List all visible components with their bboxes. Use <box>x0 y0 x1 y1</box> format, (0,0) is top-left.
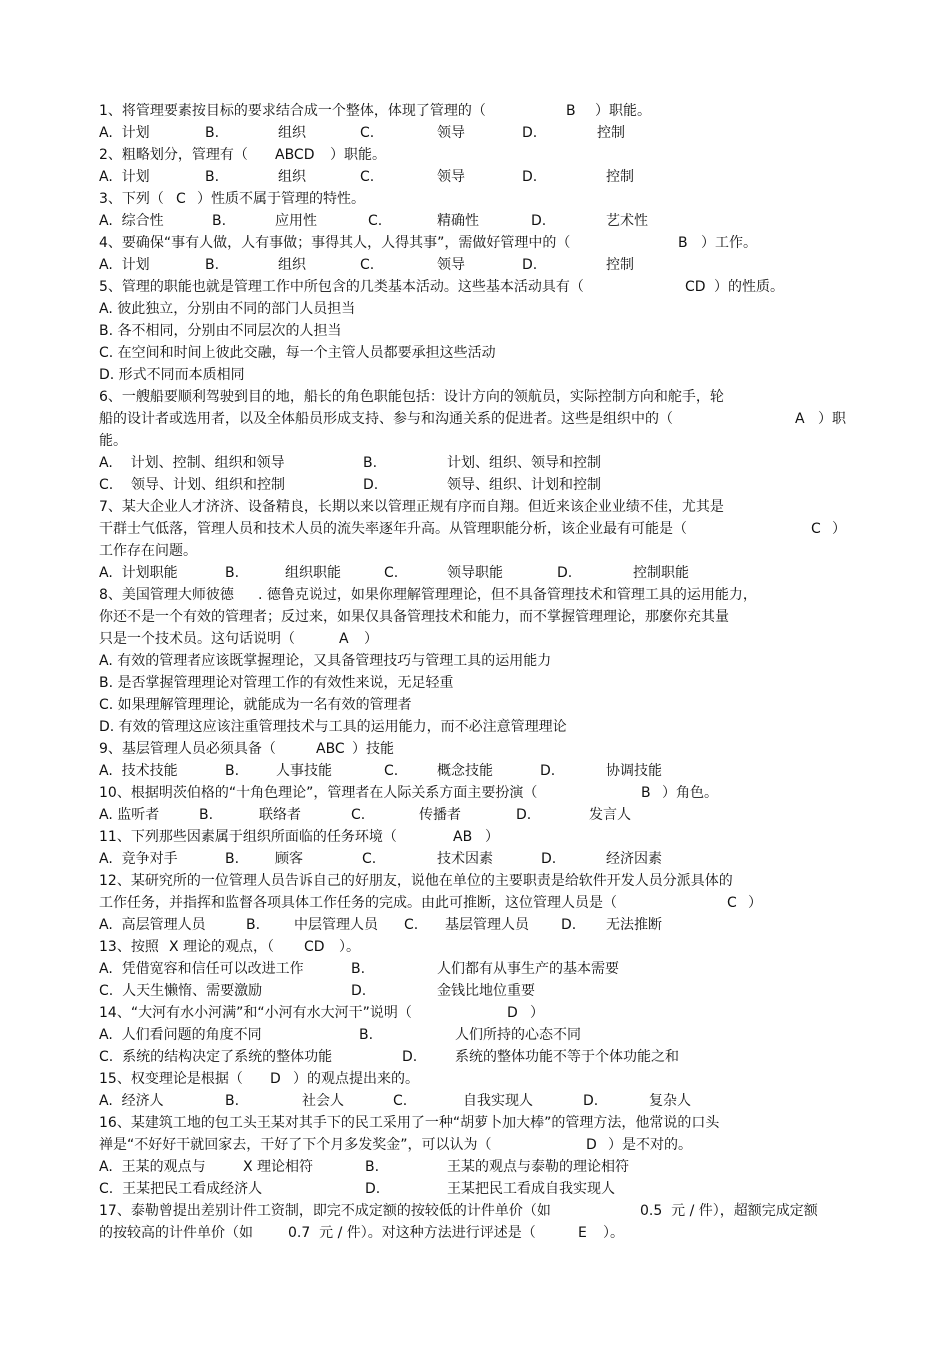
text-segment: 14、“大河有水小河满”和“小河有水大河干”说明（ <box>99 1005 412 1021</box>
text-segment: ） <box>485 829 499 845</box>
text-segment: 0.5 元 / 件），超额完成定额 <box>640 1203 818 1219</box>
text-segment: 7、某大企业人才济济、设备精良，长期以来以管理正规有序而自翔。但近来该企业业绩不佳，尤其是 <box>99 499 724 515</box>
text-segment: 人事技能 <box>276 763 332 779</box>
text-segment: C. <box>360 169 375 185</box>
text-segment: 只是一个技术员。这句话说明（ <box>99 631 295 647</box>
text-segment: B. <box>225 851 240 867</box>
text-segment: 人们都有从事生产的基本需要 <box>437 961 619 977</box>
text-segment: B <box>566 103 576 119</box>
text-segment: C. 领导、计划、组织和控制 <box>99 477 286 493</box>
text-segment: 发言人 <box>589 807 631 823</box>
text-segment: D. <box>522 125 538 141</box>
text-segment: 10、根据明茨伯格的“十角色理论”，管理者在人际关系方面主要扮演（ <box>99 785 538 801</box>
text-segment: ）工作。 <box>701 235 757 251</box>
text-segment: B. <box>225 763 240 779</box>
text-segment: 技术因素 <box>437 851 493 867</box>
text-segment: D. <box>522 169 538 185</box>
text-segment: A. 竞争对手 <box>99 851 178 867</box>
text-segment: C. <box>384 763 399 779</box>
text-segment: D. <box>540 763 556 779</box>
text-segment: C. 王某把民工看成经济人 <box>99 1181 263 1197</box>
text-segment: C. <box>384 565 399 581</box>
text-segment: 金钱比地位重要 <box>437 983 535 999</box>
text-segment: 17、泰勒曾提出差别计件工资制，即完不成定额的按较低的计件单价（如 <box>99 1203 551 1219</box>
text-segment: 艺术性 <box>606 213 648 229</box>
text-segment: ）角色。 <box>662 785 718 801</box>
text-segment: ） <box>530 1005 544 1021</box>
text-segment: ABCD <box>275 147 315 163</box>
text-segment: 系统的整体功能不等于个体功能之和 <box>455 1049 679 1065</box>
text-segment: ）职能。 <box>595 103 651 119</box>
text-segment: C. <box>360 257 375 273</box>
text-segment: 2、粗略划分，管理有（ <box>99 147 248 163</box>
text-segment: B. <box>363 455 378 471</box>
text-segment: ） <box>364 631 378 647</box>
text-segment: ）的性质。 <box>714 279 784 295</box>
text-segment: C. <box>404 917 419 933</box>
text-segment: C. <box>351 807 366 823</box>
text-segment: C. <box>362 851 377 867</box>
text-segment: 无法推断 <box>606 917 662 933</box>
text-segment: B. 是否掌握管理理论对管理工作的有效性来说，无足轻重 <box>99 675 454 691</box>
text-segment: 控制 <box>597 125 625 141</box>
text-segment: B. <box>205 125 220 141</box>
text-segment: A. 计划、控制、组织和领导 <box>99 455 285 471</box>
text-segment: 领导 <box>437 257 465 273</box>
text-segment: D <box>507 1005 518 1021</box>
text-segment: 复杂人 <box>649 1093 691 1109</box>
text-segment: 工作任务，并指挥和监督各项具体工作任务的完成。由此可推断，这位管理人员是（ <box>99 895 617 911</box>
text-segment: 11、下列那些因素属于组织所面临的任务环境（ <box>99 829 397 845</box>
text-segment: ）职 <box>818 411 846 427</box>
text-segment: ） <box>832 521 846 537</box>
text-segment: ）。 <box>603 1225 624 1241</box>
text-segment: A. 凭借宽容和信任可以改进工作 <box>99 961 304 977</box>
text-segment: 基层管理人员 <box>445 917 529 933</box>
text-segment: 领导、组织、计划和控制 <box>447 477 601 493</box>
text-segment: 9、基层管理人员必须具备（ <box>99 741 276 757</box>
text-segment: 16、某建筑工地的包工头王某对其手下的民工采用了一种“胡萝卜加大棒”的管理方法，他常说的口头 <box>99 1115 720 1131</box>
text-segment: A. 综合性 <box>99 213 164 229</box>
text-segment: A. 有效的管理者应该既掌握理论，又具备管理技巧与管理工具的运用能力 <box>99 653 552 669</box>
text-segment: C <box>811 521 821 537</box>
text-segment: D <box>586 1137 597 1153</box>
text-segment: X 理论的观点，（ <box>169 939 275 955</box>
text-segment: D. 有效的管理这应该注重管理技术与工具的运用能力，而不必注意管理理论 <box>99 719 567 735</box>
text-segment: 传播者 <box>419 807 461 823</box>
text-segment: C. 如果理解管理理论，就能成为一名有效的管理者 <box>99 697 412 713</box>
text-segment: C. 系统的结构决定了系统的整体功能 <box>99 1049 333 1065</box>
text-segment: A. 王某的观点与 <box>99 1159 206 1175</box>
text-segment: 13、按照 <box>99 939 159 955</box>
text-segment: 控制 <box>606 257 634 273</box>
text-segment: ） <box>748 895 762 911</box>
text-segment: 经济因素 <box>606 851 662 867</box>
text-segment: ）职能。 <box>330 147 386 163</box>
text-segment: AB <box>453 829 473 845</box>
text-segment: A. 计划 <box>99 125 150 141</box>
text-segment: 3、下列（ <box>99 191 164 207</box>
text-segment: 1、将管理要素按目标的要求结合成一个整体，体现了管理的（ <box>99 103 486 119</box>
text-segment: 人们所持的心态不同 <box>455 1027 581 1043</box>
text-segment: CD <box>304 939 325 955</box>
text-segment: C. <box>368 213 383 229</box>
text-segment: 社会人 <box>302 1093 344 1109</box>
text-segment: ）的观点提出来的。 <box>293 1071 419 1087</box>
text-segment: ）。 <box>339 939 360 955</box>
text-segment: 的按较高的计件单价（如 <box>99 1225 253 1241</box>
text-segment: B. <box>199 807 214 823</box>
text-segment: A <box>339 631 349 647</box>
text-segment: D <box>270 1071 281 1087</box>
text-segment: D. <box>351 983 367 999</box>
text-segment: D. 形式不同而本质相同 <box>99 367 245 383</box>
text-segment: A. 计划职能 <box>99 565 178 581</box>
text-segment: 控制 <box>606 169 634 185</box>
text-segment: D. <box>402 1049 418 1065</box>
text-segment: 组织 <box>278 125 306 141</box>
text-segment: . 德鲁克说过，如果你理解管理理论，但不具备管理技术和管理工具的运用能力， <box>258 587 757 603</box>
text-segment: A. 技术技能 <box>99 763 178 779</box>
text-segment: C. 在空间和时间上彼此交融，每一个主管人员都要承担这些活动 <box>99 345 496 361</box>
text-segment: B. <box>205 257 220 273</box>
text-segment: B. <box>246 917 261 933</box>
text-segment: 自我实现人 <box>463 1093 533 1109</box>
text-segment: D. <box>365 1181 381 1197</box>
text-segment: A <box>795 411 805 427</box>
text-segment: C. <box>393 1093 408 1109</box>
text-segment: 应用性 <box>275 213 317 229</box>
text-segment: D. <box>516 807 532 823</box>
text-segment: A. 高层管理人员 <box>99 917 206 933</box>
text-segment: ）技能 <box>352 741 394 757</box>
text-segment: 工作存在问题。 <box>99 543 197 559</box>
text-segment: B. <box>351 961 366 977</box>
text-segment: 领导 <box>437 169 465 185</box>
text-segment: B. <box>205 169 220 185</box>
text-segment: B <box>678 235 688 251</box>
text-segment: A. 计划 <box>99 257 150 273</box>
text-segment: 王某的观点与泰勒的理论相符 <box>447 1159 629 1175</box>
text-segment: 12、某研究所的一位管理人员告诉自己的好朋友，说他在单位的主要职责是给软件开发人员分派具体的 <box>99 873 733 889</box>
text-segment: D. <box>363 477 379 493</box>
text-segment: A. 监听者 <box>99 807 160 823</box>
text-segment: ）性质不属于管理的特性。 <box>197 191 365 207</box>
text-segment: B. <box>365 1159 380 1175</box>
text-segment: 禅是“不好好干就回家去，干好了下个月多发奖金”，可以认为（ <box>99 1137 492 1153</box>
text-segment: B. <box>225 1093 240 1109</box>
text-segment: D. <box>557 565 573 581</box>
text-segment: 联络者 <box>259 807 301 823</box>
text-segment: 中层管理人员 <box>294 917 378 933</box>
text-segment: 计划、组织、领导和控制 <box>447 455 601 471</box>
text-segment: 精确性 <box>437 213 479 229</box>
text-segment: B. 各不相同，分别由不同层次的人担当 <box>99 323 342 339</box>
text-segment: D. <box>541 851 557 867</box>
text-segment: 控制职能 <box>633 565 689 581</box>
text-segment: 顾客 <box>275 851 303 867</box>
text-segment: 王某把民工看成自我实现人 <box>447 1181 615 1197</box>
text-segment: 6、一艘船要顺利驾驶到目的地，船长的角色职能包括：设计方向的领航员，实际控制方向和舵手，轮 <box>99 389 724 405</box>
text-segment: E <box>578 1225 587 1241</box>
text-segment: 你还不是一个有效的管理者；反过来，如果仅具备管理技术和能力，而不掌握管理理论，那麽你充其量 <box>99 609 729 625</box>
text-segment: 0.7 元 / 件）。对这种方法进行评述是（ <box>288 1225 536 1241</box>
text-segment: C. 人天生懒惰、需要激励 <box>99 983 263 999</box>
text-segment: A. 彼此独立，分别由不同的部门人员担当 <box>99 301 356 317</box>
text-segment: 能。 <box>99 433 127 449</box>
text-segment: 8、美国管理大师彼德 <box>99 587 234 603</box>
text-segment: 领导 <box>437 125 465 141</box>
text-segment: D. <box>531 213 547 229</box>
text-segment: 船的设计者或选用者，以及全体船员形成支持、参与和沟通关系的促进者。这些是组织中的（ <box>99 411 673 427</box>
text-segment: D. <box>583 1093 599 1109</box>
text-segment: A. 人们看问题的角度不同 <box>99 1027 262 1043</box>
text-segment: C. <box>360 125 375 141</box>
text-segment: 5、管理的职能也就是管理工作中所包含的几类基本活动。这些基本活动具有（ <box>99 279 584 295</box>
text-segment: C <box>727 895 737 911</box>
text-segment: D. <box>561 917 577 933</box>
text-segment: ABC <box>316 741 345 757</box>
text-segment: B. <box>212 213 227 229</box>
text-segment: CD <box>685 279 706 295</box>
text-segment: B <box>641 785 651 801</box>
text-segment: 协调技能 <box>606 763 662 779</box>
text-segment: 组织 <box>278 257 306 273</box>
text-segment: 干群士气低落，管理人员和技术人员的流失率逐年升高。从管理职能分析，该企业最有可能是（ <box>99 521 687 537</box>
text-segment: 概念技能 <box>437 763 493 779</box>
text-segment: 15、权变理论是根据（ <box>99 1071 243 1087</box>
text-segment: 领导职能 <box>447 565 503 581</box>
text-segment: B. <box>359 1027 374 1043</box>
text-segment: B. <box>225 565 240 581</box>
text-segment: 组织 <box>278 169 306 185</box>
text-segment: C <box>176 191 186 207</box>
text-segment: X 理论相符 <box>243 1159 314 1175</box>
text-segment: D. <box>522 257 538 273</box>
text-segment: 4、要确保“事有人做，人有事做；事得其人，人得其事”，需做好管理中的（ <box>99 235 571 251</box>
text-segment: A. 经济人 <box>99 1093 164 1109</box>
text-segment: ）是不对的。 <box>608 1137 692 1153</box>
text-segment: A. 计划 <box>99 169 150 185</box>
text-segment: 组织职能 <box>285 565 341 581</box>
